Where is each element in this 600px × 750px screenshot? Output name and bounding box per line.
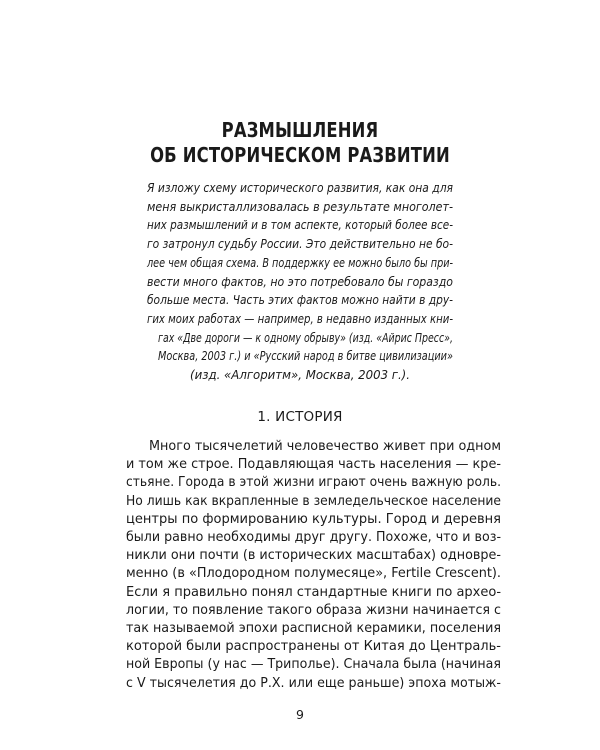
epigraph-line: них размышлений и в том аспекте, который более все- — [147, 218, 453, 233]
body-line: были равно необходимы друг другу. Похоже, что и воз- — [126, 529, 502, 545]
body-line: и том же строе. Подавляющая часть населения — кре- — [126, 456, 501, 473]
page-number: 9 — [296, 707, 304, 722]
body-line: центры по формированию культуры. Город и деревня — [126, 510, 502, 527]
epigraph-line: вести много фактов, но это потребовало бы гораздо — [147, 274, 454, 289]
chapter-title-line-1: РАЗМЫШЛЕНИЯ — [221, 118, 379, 142]
epigraph-line: лее чем общая схема. В поддержку ее можно было бы при- — [147, 255, 453, 270]
chapter-title-line-2: ОБ ИСТОРИЧЕСКОМ РАЗВИТИИ — [150, 143, 450, 167]
epigraph-line: го затронул судьбу России. Это действительно не бо- — [147, 237, 453, 252]
epigraph-line: гах «Две дороги — к одному обрыву» (изд. «Айрис Пресс», — [158, 330, 453, 345]
body-line: менно (в «Плодородном полумесяце», Fertile Crescent). — [126, 565, 502, 582]
body-line: которой были распространены от Китая до Централь- — [126, 638, 501, 655]
body-line: ной Европы (у нас — Триполье). Сначала была (начиная — [126, 656, 501, 673]
epigraph-line: меня выкристаллизовалась в результате многолет- — [147, 199, 453, 214]
epigraph-line: (изд. «Алгоритм», Москва, 2003 г.). — [190, 368, 411, 382]
section-heading: 1. ИСТОРИЯ — [257, 409, 343, 425]
body-line: Много тысячелетий человечество живет при одном — [149, 438, 501, 454]
body-line: никли они почти (в исторических масштабах) одновре- — [126, 547, 501, 564]
body-line: Если я правильно понял стандартные книги по архео- — [126, 583, 502, 600]
epigraph-line: Москва, 2003 г.) и «Русский народ в битве цивилизации» — [158, 349, 453, 364]
body-line: стьяне. Города в этой жизни играют очень важную роль. — [126, 474, 502, 491]
epigraph-line: гих моих работах — например, в недавно изданных кни- — [147, 311, 454, 326]
body-line: логии, то появление такого образа жизни начинается с — [126, 601, 502, 618]
body-line: с V тысячелетия до Р.Х. или еще раньше) эпоха мотыж- — [126, 674, 501, 691]
body-line: Но лишь как вкрапленные в земледельческое население — [126, 492, 502, 509]
body-line: так называемой эпохи расписной керамики, поселения — [126, 620, 502, 636]
epigraph-line: Я изложу схему исторического развития, как она для — [147, 181, 454, 195]
epigraph-line: больше места. Часть этих фактов можно найти в дру- — [147, 293, 454, 308]
